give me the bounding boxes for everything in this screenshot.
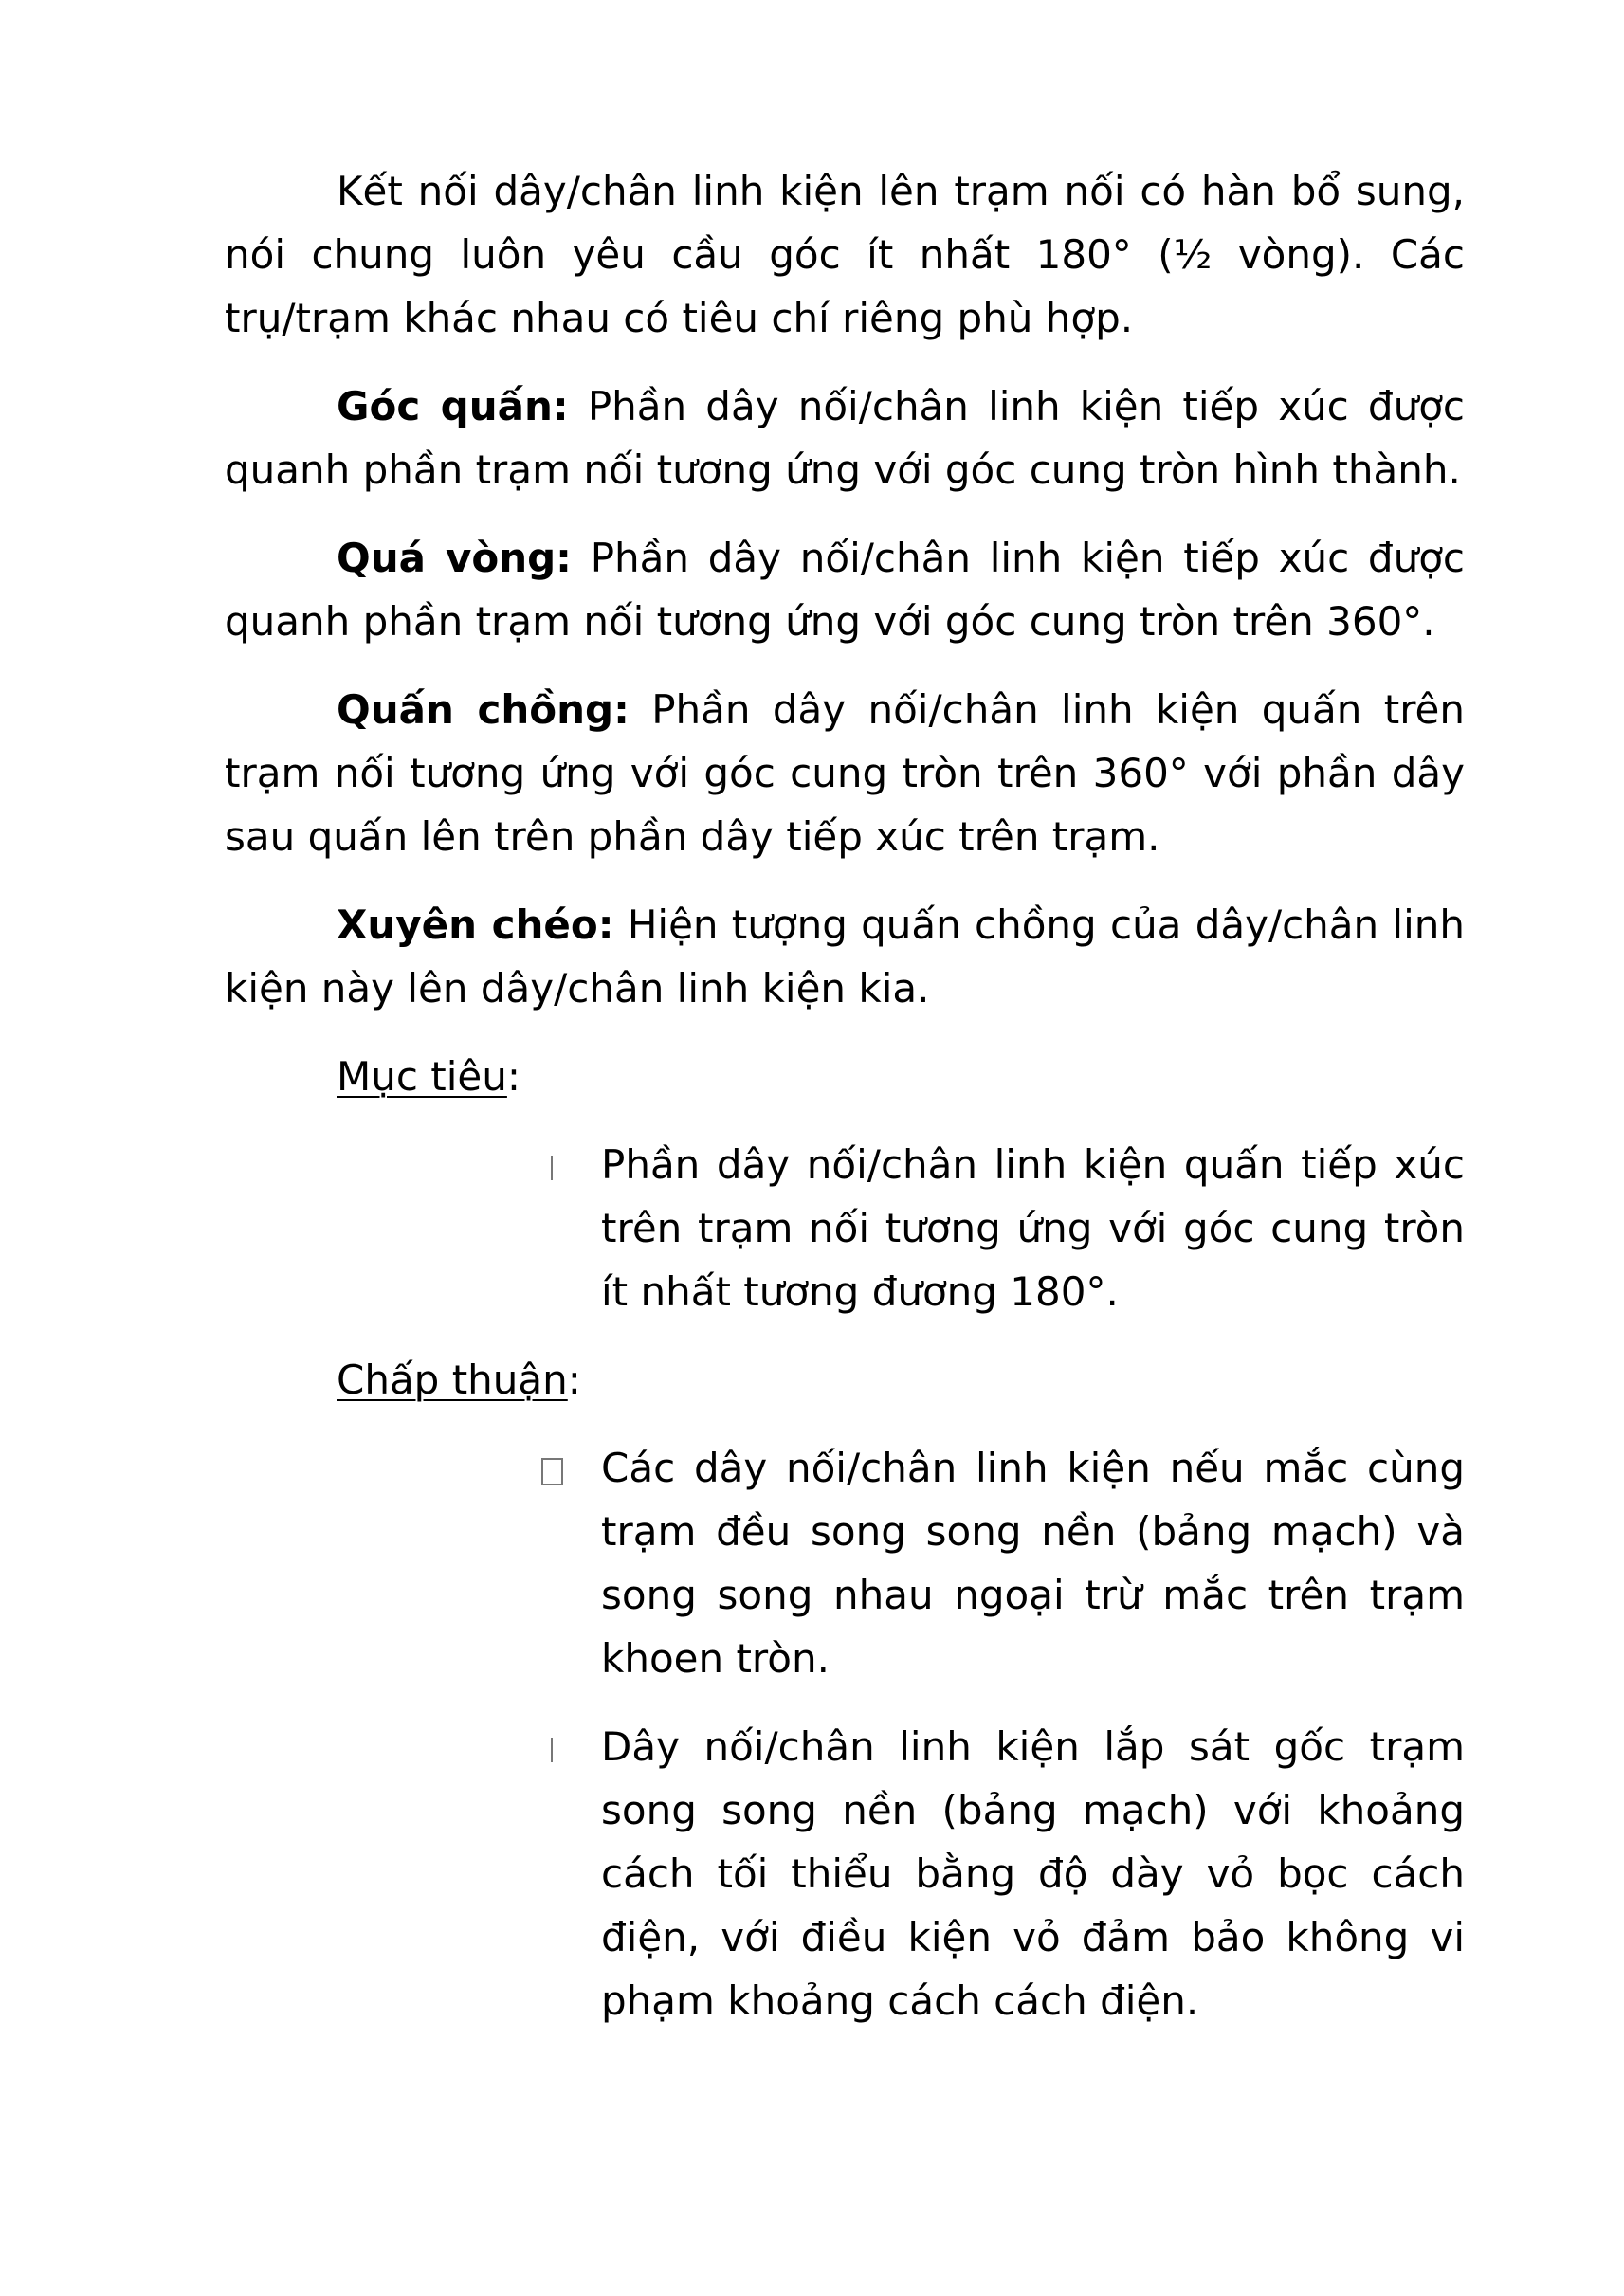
bar-icon — [538, 1133, 566, 1180]
target-heading — [337, 1045, 1465, 1108]
definition-text: Phần dây nối/chân linh kiện tiếp xúc được quanh phần trạm nối tương ứng với góc cung tròn trên 360°. — [225, 535, 1465, 645]
definition-term: Quấn chồng: — [337, 686, 630, 733]
list-item-text: Dây nối/chân linh kiện lắp sát gốc trạm song song nền (bảng mạch) với khoảng cách tối thiểu bằng độ dày vỏ bọc cách điện, với điều kiện vỏ đảm bảo không vi phạm khoảng cách cách điện. — [601, 1723, 1465, 2024]
definition-quan-chong — [225, 678, 1465, 868]
definition-term: Quá vòng: — [337, 535, 572, 581]
intro-paragraph — [225, 159, 1465, 350]
target-heading-suffix: : — [506, 1053, 521, 1100]
definition-goc-quan — [225, 374, 1465, 501]
bar-icon — [538, 1715, 566, 1762]
box-icon — [538, 1436, 566, 1485]
acceptance-heading — [337, 1348, 1465, 1412]
definition-xuyen-cheo — [225, 893, 1465, 1020]
definition-text: Phần dây nối/chân linh kiện tiếp xúc được quanh phần trạm nối tương ứng với góc cung tròn hình thành. — [225, 383, 1466, 493]
definition-text: Phần dây nối/chân linh kiện quấn trên trạm nối tương ứng với góc cung tròn trên 360° với phần dây sau quấn lên trên phần dây tiếp xúc trên trạm. — [225, 686, 1465, 860]
definition-term: Góc quấn: — [337, 383, 569, 429]
list-item — [601, 1133, 1465, 1323]
list-item-text: Các dây nối/chân linh kiện nếu mắc cùng trạm đều song song nền (bảng mạch) và song song nhau ngoại trừ mắc trên trạm khoen tròn. — [601, 1445, 1465, 1682]
definition-qua-vong — [225, 526, 1465, 653]
target-heading-label: Mục tiêu — [337, 1053, 507, 1100]
definition-term: Xuyên chéo: — [337, 902, 614, 948]
acceptance-heading-suffix: : — [567, 1357, 581, 1403]
document-page — [225, 159, 1465, 2057]
list-item-text: Phần dây nối/chân linh kiện quấn tiếp xúc trên trạm nối tương ứng với góc cung tròn ít nhất tương đương 180°. — [601, 1141, 1465, 1315]
definition-text: Hiện tượng quấn chồng của dây/chân linh kiện này lên dây/chân linh kiện kia. — [225, 902, 1466, 1011]
list-item — [601, 1715, 1465, 2032]
list-item — [601, 1436, 1465, 1690]
intro-text: Kết nối dây/chân linh kiện lên trạm nối có hàn bổ sung, nói chung luôn yêu cầu góc ít nhất 180° (½ vòng). Các trụ/trạm khác nhau có tiêu chí riêng phù hợp. — [225, 168, 1465, 341]
acceptance-heading-label: Chấp thuận — [337, 1357, 568, 1403]
